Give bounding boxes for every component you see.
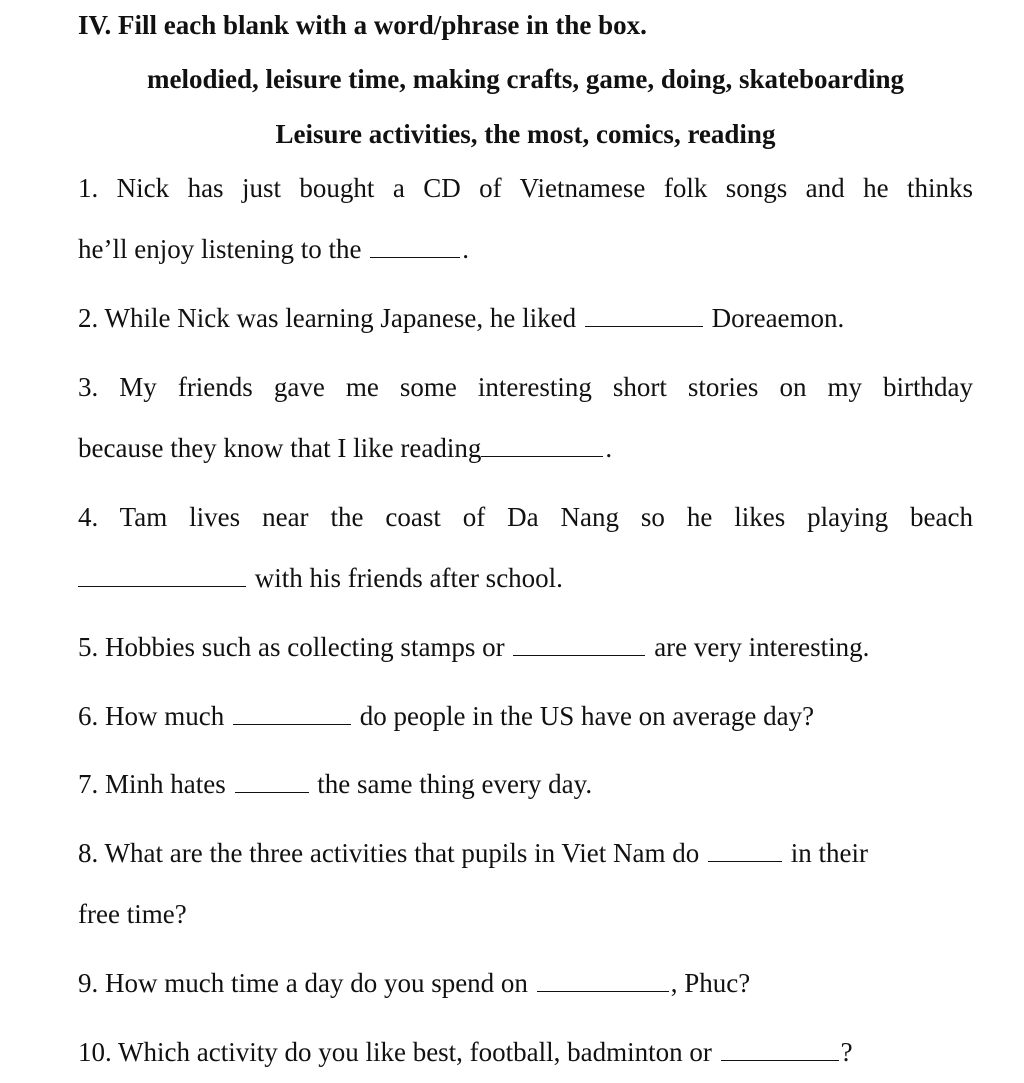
question-7-blank[interactable] <box>235 768 309 793</box>
question-4-line-2 <box>78 561 973 595</box>
question-3-period: . <box>605 433 613 463</box>
question-3-line-1: 3. My friends gave me some interesting short stories on my birthday <box>78 372 973 402</box>
question-9-text: 9. How much time a day do you spend on <box>78 968 528 998</box>
question-10 <box>78 1035 973 1069</box>
question-2-text: 2. While Nick was learning Japanese, he liked <box>78 303 577 333</box>
word-box-line-2: Leisure activities, the most, comics, reading <box>275 119 776 149</box>
question-9-text-end: , Phuc? <box>670 968 751 998</box>
question-5-text-end: are very interesting. <box>654 632 870 662</box>
question-9-blank[interactable] <box>537 967 669 992</box>
question-2-blank[interactable] <box>585 302 703 327</box>
question-10-question-mark: ? <box>840 1037 853 1067</box>
question-1-period: . <box>462 234 469 264</box>
question-10-blank[interactable] <box>721 1036 839 1061</box>
section-title: IV. Fill each blank with a word/phrase in the box. <box>78 10 647 40</box>
question-6-blank[interactable] <box>233 700 351 725</box>
word-box-line-1: melodied, leisure time, making crafts, game, doing, skateboarding <box>147 64 904 94</box>
question-7-text-end: the same thing every day. <box>317 769 593 799</box>
question-3-blank[interactable] <box>481 432 603 457</box>
question-4-text-end: with his friends after school. <box>254 563 563 593</box>
question-7 <box>78 767 973 801</box>
question-5-text: 5. Hobbies such as collecting stamps or <box>78 632 505 662</box>
question-6 <box>78 699 973 733</box>
question-7-text: 7. Minh hates <box>78 769 226 799</box>
question-4-line-1: 4. Tam lives near the coast of Da Nang so he likes playing beach <box>78 502 973 532</box>
question-8-line-1 <box>78 836 973 870</box>
question-3-text: because they know that I like reading <box>78 433 482 463</box>
question-8-text: 8. What are the three activities that pupils in Viet Nam do <box>78 838 700 868</box>
question-4-blank[interactable] <box>78 562 246 587</box>
question-3-line-2 <box>78 431 973 465</box>
question-9 <box>78 966 973 1000</box>
question-10-text: 10. Which activity do you like best, football, badminton or <box>78 1037 712 1067</box>
question-1-blank[interactable] <box>370 233 460 258</box>
question-6-text: 6. How much <box>78 701 225 731</box>
question-2 <box>78 301 973 335</box>
question-8-text-mid: in their <box>790 838 868 868</box>
question-2-text-end: Doreaemon. <box>711 303 845 333</box>
question-5 <box>78 630 973 664</box>
question-8-blank[interactable] <box>708 837 782 862</box>
question-6-text-end: do people in the US have on average day? <box>359 701 815 731</box>
question-5-blank[interactable] <box>513 631 645 656</box>
question-8-line-2: free time? <box>78 899 187 929</box>
question-1-line-2 <box>78 232 973 266</box>
question-1-line-1: 1. Nick has just bought a CD of Vietnamese folk songs and he thinks <box>78 173 973 203</box>
question-1-text: he’ll enjoy listening to the <box>78 234 362 264</box>
